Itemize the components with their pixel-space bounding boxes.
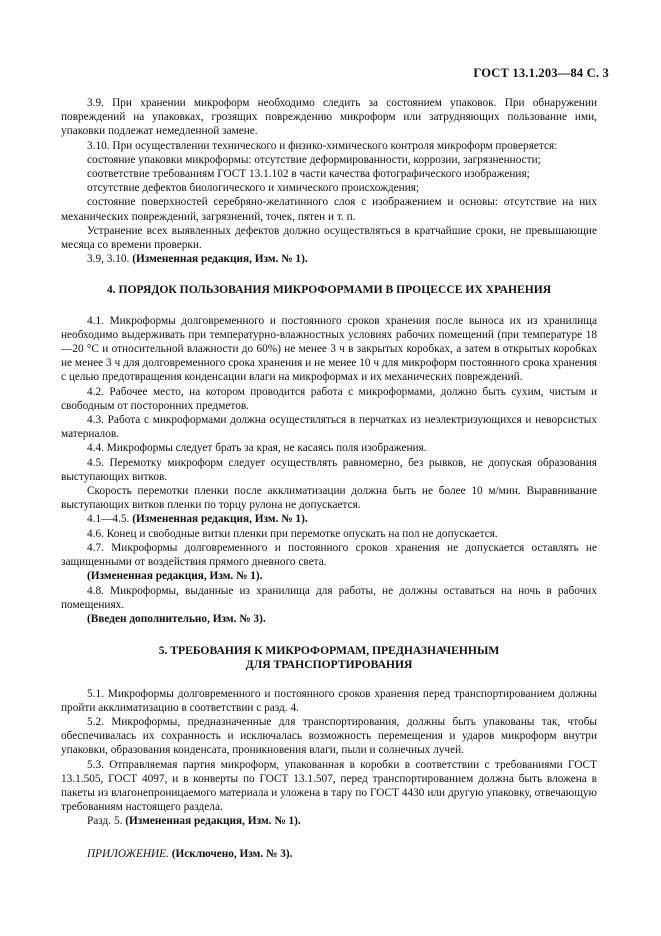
amendment-prefix: 3.9, 3.10.	[87, 253, 133, 266]
amendment-text: (Измененная редакция, Изм. № 1).	[87, 570, 263, 583]
amendment-text: (Измененная редакция, Изм. № 1).	[132, 513, 308, 526]
check-item: состояние поверхностей серебряно-желатинного слоя с изображением и основы: отсутствие на них механических повреждений, загрязнений, точек, пятен и т. п.	[61, 196, 597, 223]
amendment-prefix: 4.1—4.5.	[87, 513, 133, 526]
section-5-title	[61, 644, 597, 672]
check-item: соответствие требованиям ГОСТ 13.1.102 в части качества фотографического изображения;	[87, 168, 530, 181]
amendment-note	[61, 814, 597, 828]
section-4-title: 4. ПОРЯДОК ПОЛЬЗОВАНИЯ МИКРОФОРМАМИ В ПРОЦЕССЕ ИХ ХРАНЕНИЯ	[106, 283, 552, 297]
appendix-note	[61, 847, 597, 861]
clause-4-6: 4.6. Конец и свободные витки пленки при перемотке опускать на пол не допускается.	[87, 527, 498, 540]
clause-5-2: 5.2. Микроформы, предназначенные для транспортирования, должны быть упакованы так, чтобы обеспечивалась их сохранность и исключалась возможность перемещения и ударов микроформ внутри упаковки, образования конденсата, проникновения влаги, пыли и солнечных лучей.	[61, 715, 597, 757]
appendix-status: (Исключено, Изм. № 3).	[168, 847, 293, 860]
appendix-label: ПРИЛОЖЕНИЕ.	[87, 847, 169, 860]
rewind-speed-note: Скорость перемотки пленки после акклиматизации должна быть не более 10 м/мин. Выравнивание выступающих витков пленки по торцу рулона не допускается.	[61, 485, 597, 512]
clause-5-1: 5.1. Микроформы долговременного и постоянного сроков хранения перед транспортированием должны пройти акклиматизацию в соответствии с разд. 4.	[61, 687, 597, 714]
clause-4-3: 4.3. Работа с микроформами должна осуществляться в перчатках из неэлектризующихся и неворсистых материалов.	[61, 414, 597, 441]
check-item: отсутствие дефектов биологического и химического происхождения;	[87, 182, 420, 195]
document-body	[61, 96, 597, 861]
section-5-title-line-2: ДЛЯ ТРАНСПОРТИРОВАНИЯ	[245, 658, 413, 672]
clause-4-7: 4.7. Микроформы долговременного и постоянного сроков хранения не допускается оставлять не защищенными от воздействия прямого дневного света.	[61, 541, 597, 569]
page-header: ГОСТ 13.1.203—84 С. 3	[473, 66, 609, 80]
amendment-prefix: Разд. 5.	[87, 815, 126, 828]
amendment-note	[61, 252, 597, 266]
amendment-text: (Введен дополнительно, Изм. № 3).	[87, 612, 266, 625]
amendment-text: (Измененная редакция, Изм. № 1).	[125, 815, 301, 828]
amendment-note	[61, 612, 597, 626]
amendment-note	[61, 512, 597, 526]
clause-3-9: 3.9. При хранении микроформ необходимо следить за состоянием упаковок. При обнаружении повреждений на упаковках, грозящих повреждению микроформ или затрудняющих пользование ими, упаковки подлежат немедленной замене.	[61, 97, 597, 138]
clause-5-3: 5.3. Отправляемая партия микроформ, упакованная в коробки в соответствии с требованиями ГОСТ 13.1.505, ГОСТ 4097, и в конверты по ГОСТ 13.1.507, перед транспортированием должна быть вложена в пакеты из влагонепроницаемого материала и уложена в тару по ГОСТ 4430 или другую упаковку, отвечающую требованиям настоящего раздела.	[61, 758, 597, 814]
check-item: состояние упаковки микроформы: отсутствие деформированности, коррозии, загрязненности;	[87, 153, 541, 166]
amendment-note	[61, 569, 597, 583]
amendment-text: (Измененная редакция, Изм. № 1).	[132, 253, 308, 266]
clause-4-1: 4.1. Микроформы долговременного и постоянного сроков хранения после выноса их из хранилища необходимо выдерживать при температурно-влажностных условиях рабочих помещений (при температуре 18—20 °С и относительной влажности до 60%) не менее 3 ч в закрытых коробках, а затем в открытых коробках не менее 3 ч для долговременного срока хранения и не менее 10 ч для микроформ постоянного срока хранения с целью предотвращения конденсации влаги на микроформах и их механических повреждений.	[61, 314, 597, 384]
clause-4-2: 4.2. Рабочее место, на котором проводится работа с микроформами, должно быть сухим, чистым и свободным от посторонних предметов.	[61, 385, 597, 412]
section-5-title-line-1: 5. ТРЕБОВАНИЯ К МИКРОФОРМАМ, ПРЕДНАЗНАЧЕННЫМ	[158, 644, 500, 658]
clause-3-10: 3.10. При осуществлении технического и физико-химического контроля микроформ проверяется:	[87, 139, 558, 152]
clause-4-8: 4.8. Микроформы, выданные из хранилища для работы, не должны оставаться на ночь в рабочих помещениях.	[61, 584, 597, 611]
defect-elimination-note: Устранение всех выявленных дефектов должно осуществляться в кратчайшие сроки, не превышающие месяца со времени проверки.	[61, 224, 597, 252]
clause-4-4: 4.4. Микроформы следует брать за края, не касаясь поля изображения.	[87, 442, 427, 455]
clause-4-5: 4.5. Перемотку микроформ следует осуществлять равномерно, без рывков, не допуская образования выступающих витков.	[61, 456, 597, 483]
